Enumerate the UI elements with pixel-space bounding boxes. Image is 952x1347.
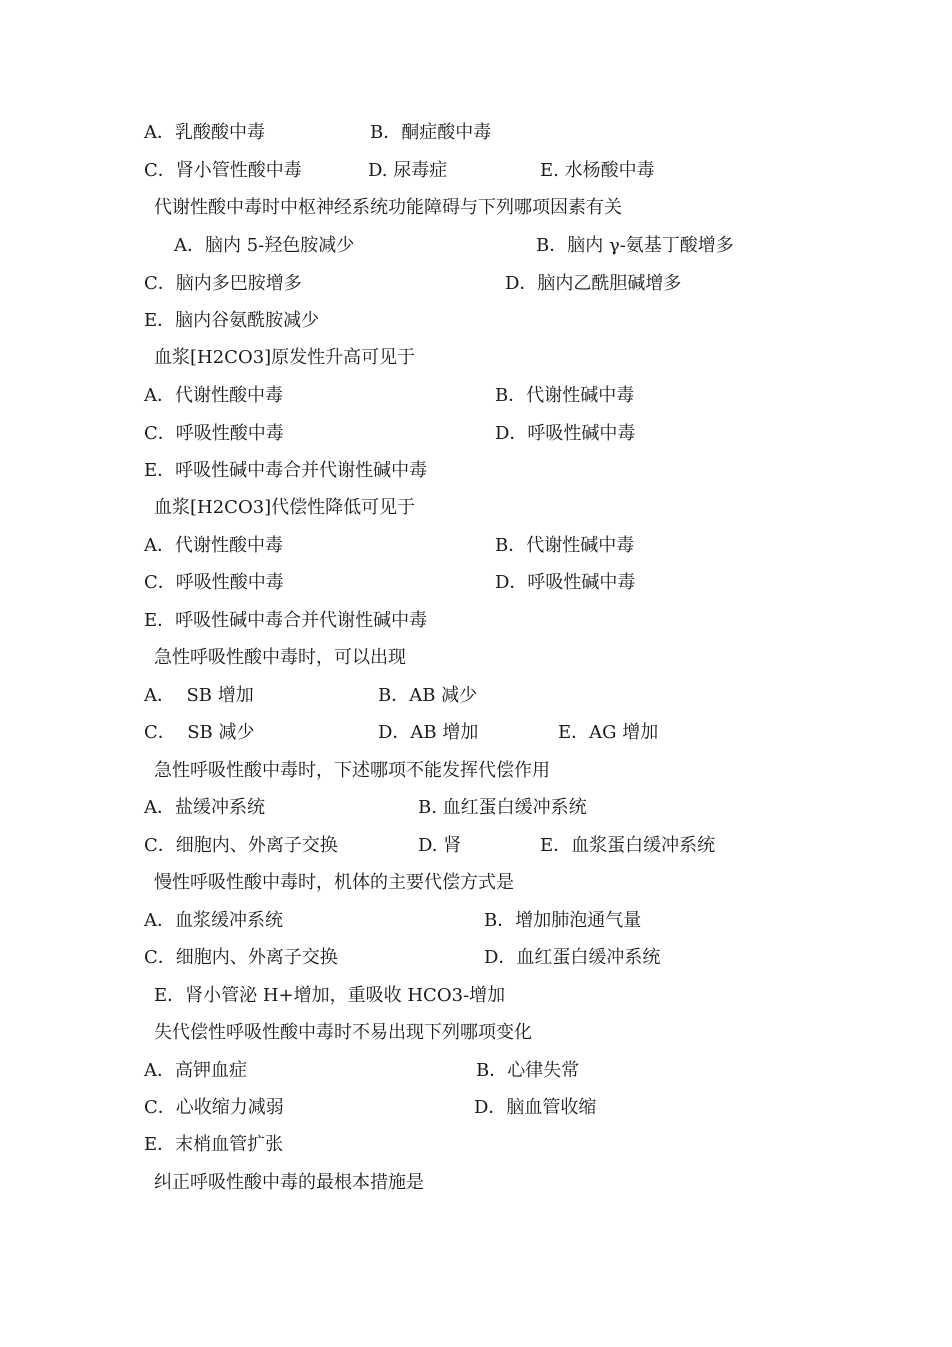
option-line: C． SB 减少 [144,722,255,743]
question-line: 纠正呼吸性酸中毒的最根本措施是 [154,1172,424,1193]
option-line: A．代谢性酸中毒 [144,535,283,556]
option-line: E．呼吸性碱中毒合并代谢性碱中毒 [144,610,428,631]
option-line: C．脑内多巴胺增多 [144,273,302,294]
option-line: E．AG 增加 [558,722,659,743]
option-line: C．细胞内、外离子交换 [144,835,338,856]
question-line: 失代偿性呼吸性酸中毒时不易出现下列哪项变化 [154,1022,532,1043]
question-line: 慢性呼吸性酸中毒时，机体的主要代偿方式是 [154,872,514,893]
option-line: E．呼吸性碱中毒合并代谢性碱中毒 [144,460,428,481]
option-line: E．肾小管泌 H+增加，重吸收 HCO3-增加 [154,985,506,1006]
option-line: B. 血红蛋白缓冲系统 [418,797,587,818]
option-line: B．增加肺泡通气量 [484,910,642,931]
question-line: 代谢性酸中毒时中枢神经系统功能障碍与下列哪项因素有关 [154,197,622,218]
option-line: A． SB 增加 [144,685,254,706]
option-line: D．脑血管收缩 [474,1097,597,1118]
option-line: E．末梢血管扩张 [144,1134,284,1155]
option-line: A．脑内 5-羟色胺减少 [174,235,355,256]
option-line: B．AB 减少 [378,685,478,706]
option-line: C．呼吸性酸中毒 [144,572,284,593]
option-line: D．血红蛋白缓冲系统 [484,947,661,968]
option-line: B．心律失常 [476,1060,580,1081]
option-line: A．盐缓冲系统 [144,797,265,818]
option-line: C．呼吸性酸中毒 [144,423,284,444]
option-line: C．细胞内、外离子交换 [144,947,338,968]
question-line: 血浆[H2CO3]原发性升高可见于 [154,347,416,368]
option-line: D．AB 增加 [378,722,479,743]
option-line: B．代谢性碱中毒 [495,385,635,406]
option-line: D．呼吸性碱中毒 [495,423,636,444]
question-line: 急性呼吸性酸中毒时，下述哪项不能发挥代偿作用 [154,760,550,781]
option-line: A．代谢性酸中毒 [144,385,283,406]
option-line: D．呼吸性碱中毒 [495,572,636,593]
option-line: D．脑内乙酰胆碱增多 [505,273,682,294]
option-line: B．代谢性碱中毒 [495,535,635,556]
option-line: D. 肾 [418,835,462,856]
option-line: D. 尿毒症 [368,160,448,181]
question-line: 血浆[H2CO3]代偿性降低可见于 [154,497,416,518]
option-line: A．乳酸酸中毒 [144,122,265,143]
option-line: E. 水杨酸中毒 [540,160,655,181]
option-line: C．肾小管性酸中毒 [144,160,302,181]
question-line: 急性呼吸性酸中毒时，可以出现 [154,647,406,668]
option-line: A．血浆缓冲系统 [144,910,283,931]
option-line: B．酮症酸中毒 [370,122,492,143]
option-line: C．心收缩力减弱 [144,1097,284,1118]
option-line: E．血浆蛋白缓冲系统 [540,835,716,856]
option-line: B．脑内 γ-氨基丁酸增多 [536,235,734,256]
option-line: E．脑内谷氨酰胺减少 [144,310,320,331]
option-line: A．高钾血症 [144,1060,247,1081]
